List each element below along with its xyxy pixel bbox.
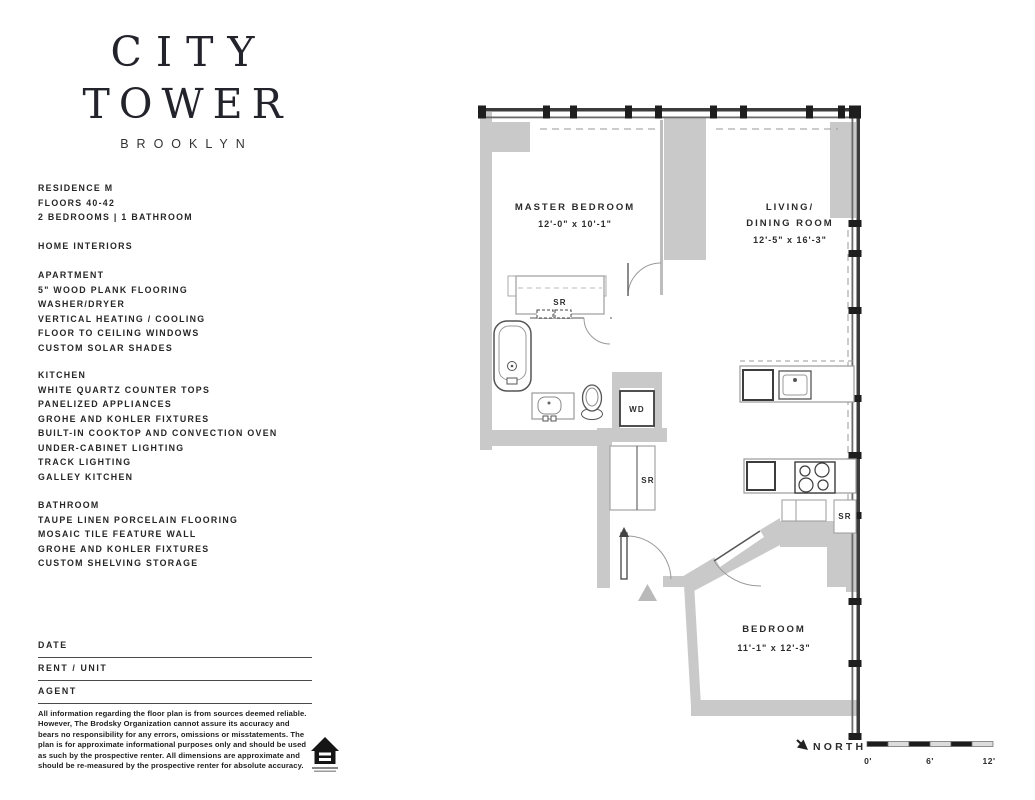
- vanity-sink: [532, 393, 574, 421]
- residence-floors: FLOORS 40-42: [38, 197, 116, 208]
- scale-labels: [864, 756, 995, 766]
- feature-item: GALLEY KITCHEN: [38, 471, 134, 482]
- dishwasher: [747, 462, 775, 490]
- room-label-master: [515, 202, 635, 229]
- form-field: DATE: [38, 635, 312, 658]
- svg-text:0': 0': [864, 756, 872, 766]
- feature-item: PANELIZED APPLIANCES: [38, 399, 173, 409]
- svg-text:DINING ROOM: DINING ROOM: [746, 218, 834, 229]
- section-home-interiors: HOME INTERIORS: [38, 241, 133, 251]
- svg-text:12': 12': [982, 756, 996, 766]
- toilet: [582, 385, 603, 420]
- brand-name-line2: TOWER: [82, 80, 292, 128]
- disclaimer-text: All information regarding the floor plan is from sources deemed reliable. However, The Brodsky Organization cannot assure its accuracy and bears no responsibility for any errors, omissions or misstatements. The plan is for approximate informational purposes only and should be used as such by the prospective renter. All dimensions are approximate and should be re-measured by the prospective renter for absolute accuracy.: [38, 709, 307, 771]
- kitchen-cabinet: [782, 500, 826, 521]
- closet-label: SR: [838, 512, 852, 521]
- feature-item: WASHER/DRYER: [38, 299, 126, 309]
- feature-item: UNDER-CABINET LIGHTING: [38, 442, 185, 453]
- closet-label: SR: [553, 298, 567, 307]
- room-label-living: [746, 202, 833, 245]
- feature-title: BATHROOM: [38, 500, 100, 510]
- bathroom-door: [584, 318, 610, 344]
- svg-text:LIVING/: LIVING/: [765, 202, 815, 213]
- form-field: AGENT: [38, 681, 312, 704]
- svg-text:12'-0" x 10'-1": 12'-0" x 10'-1": [538, 219, 612, 229]
- feature-item: MOSAIC TILE FEATURE WALL: [38, 529, 197, 539]
- feature-item: 5" WOOD PLANK FLOORING: [38, 284, 189, 295]
- feature-item: CUSTOM SHELVING STORAGE: [38, 558, 199, 568]
- kitchen-sink: [779, 371, 811, 399]
- feature-item: VERTICAL HEATING / COOLING: [38, 313, 206, 324]
- kitchen-closet: [834, 500, 856, 533]
- refrigerator: [743, 370, 773, 400]
- kitchen: [740, 361, 856, 533]
- feature-item: TAUPE LINEN PORCELAIN FLOORING: [38, 514, 239, 525]
- svg-text:6': 6': [926, 756, 934, 766]
- feature-item: FLOOR TO CEILING WINDOWS: [38, 328, 200, 338]
- brand-city: BROOKLYN: [120, 137, 253, 151]
- cooktop: [795, 462, 835, 493]
- master-closet: [508, 276, 606, 318]
- washer-dryer-label: WD: [629, 405, 645, 414]
- svg-text:12'-5" x 16'-3": 12'-5" x 16'-3": [753, 235, 827, 245]
- form-field: RENT / UNIT: [38, 658, 312, 681]
- svg-text:BEDROOM: BEDROOM: [742, 624, 806, 635]
- north-indicator: [797, 740, 866, 754]
- residence-layout: 2 BEDROOMS | 1 BATHROOM: [38, 212, 193, 222]
- room-label-bedroom: [737, 624, 810, 653]
- feature-item: TRACK LIGHTING: [38, 457, 132, 467]
- feature-item: BUILT-IN COOKTOP AND CONVECTION OVEN: [38, 428, 278, 438]
- scale-bar: [867, 742, 993, 747]
- master-door: [628, 263, 661, 296]
- feature-title: APARTMENT: [38, 270, 105, 280]
- closet-label: SR: [641, 476, 655, 485]
- svg-text:11'-1" x 12'-3": 11'-1" x 12'-3": [737, 643, 811, 653]
- svg-text:NORTH: NORTH: [813, 741, 867, 753]
- feature-title: KITCHEN: [38, 370, 87, 380]
- svg-text:MASTER BEDROOM: MASTER BEDROOM: [514, 202, 636, 213]
- feature-item: CUSTOM SOLAR SHADES: [38, 342, 173, 353]
- feature-item: GROHE AND KOHLER FIXTURES: [38, 543, 210, 554]
- residence-name: RESIDENCE M: [38, 183, 114, 193]
- equal-housing-icon: [311, 737, 339, 772]
- entry-marker: [638, 584, 657, 601]
- brand-name-line1: CITY: [110, 28, 269, 76]
- bathtub: [494, 321, 531, 391]
- feature-item: WHITE QUARTZ COUNTER TOPS: [38, 384, 211, 395]
- entry-door: [619, 527, 671, 579]
- hall-closet: [610, 446, 655, 510]
- feature-item: GROHE AND KOHLER FIXTURES: [38, 413, 210, 424]
- washer-dryer-unit: [620, 391, 654, 426]
